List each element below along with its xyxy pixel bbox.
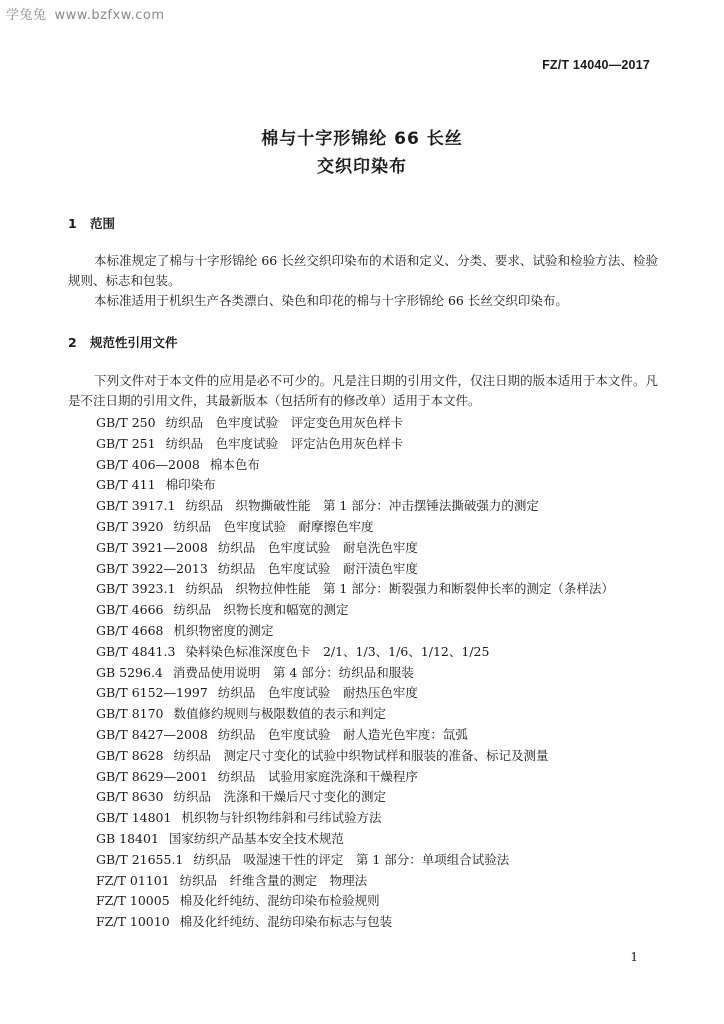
reference-code: GB/T 8629—2001 xyxy=(96,768,208,784)
page-number: 1 xyxy=(630,950,638,964)
reference-item xyxy=(96,912,614,933)
reference-item xyxy=(96,579,614,600)
section-heading-normative-references xyxy=(68,333,178,351)
reference-title: 棉印染布 xyxy=(165,477,216,493)
reference-item xyxy=(96,455,614,476)
reference-title: 纺织品 色牢度试验 耐皂洗色牢度 xyxy=(217,539,418,555)
reference-title: 纺织品 洗涤和干燥后尺寸变化的测定 xyxy=(173,789,387,805)
scope-paragraph-2: 本标准适用于机织生产各类漂白、染色和印花的棉与十字形锦纶 66 长丝交织印染布。 xyxy=(94,293,568,308)
reference-title: 纺织品 试验用家庭洗涤和干燥程序 xyxy=(217,768,418,784)
reference-title: 棉本色布 xyxy=(209,456,260,472)
reference-item xyxy=(96,746,614,767)
standard-number: FZ/T 14040—2017 xyxy=(542,58,650,72)
reference-title: 纺织品 色牢度试验 评定变色用灰色样卡 xyxy=(165,415,404,430)
reference-item xyxy=(96,850,614,871)
reference-code: GB/T 8628 xyxy=(96,747,164,763)
reference-title: 机织物密度的测定 xyxy=(173,622,274,638)
reference-item xyxy=(96,871,614,892)
reference-title: 纺织品 色牢度试验 评定沾色用灰色样卡 xyxy=(165,435,404,451)
reference-code: GB/T 3922—2013 xyxy=(96,560,208,576)
reference-code: GB/T 8427—2008 xyxy=(96,726,208,742)
watermark-site-name: 学兔兔 xyxy=(6,8,47,23)
reference-item xyxy=(96,600,614,621)
document-title-line-1: 棉与十字形锦纶 66 长丝 xyxy=(261,129,463,149)
reference-code: GB 18401 xyxy=(96,830,159,846)
reference-title: 纺织品 色牢度试验 耐热压色牢度 xyxy=(217,685,418,701)
reference-code: GB/T 4841.3 xyxy=(96,643,176,659)
reference-item xyxy=(96,538,614,559)
section-number: 1 xyxy=(68,216,77,231)
reference-title: 纺织品 织物长度和幅宽的测定 xyxy=(173,602,349,618)
reference-title: 纺织品 测定尺寸变化的试验中织物试样和服装的准备、标记及测量 xyxy=(173,747,549,763)
reference-title: 棉及化纤纯纺、混纺印染布标志与包装 xyxy=(179,914,393,930)
scope-paragraph-1: 本标准规定了棉与十字形锦纶 66 长丝交织印染布的术语和定义、分类、要求、试验和检验方法、检验规则、标志和包装。 xyxy=(68,253,658,288)
references-intro-paragraph: 下列文件对于本文件的应用是必不可少的。凡是注日期的引用文件，仅注日期的版本适用于本文件。凡是不注日期的引用文件，其最新版本（包括所有的修改单）适用于本文件。 xyxy=(68,373,658,408)
watermark-site-url: www.bzfxw.com xyxy=(54,8,165,23)
reference-title: 数值修约规则与极限数值的表示和判定 xyxy=(173,706,387,722)
reference-title: 纺织品 纤维含量的测定 物理法 xyxy=(179,872,368,888)
reference-item xyxy=(96,683,614,704)
reference-title: 纺织品 吸湿速干性的评定 第 1 部分：单项组合试验法 xyxy=(193,851,510,867)
reference-title: 机织物与针织物纬斜和弓纬试验方法 xyxy=(181,810,382,826)
reference-code: FZ/T 10005 xyxy=(96,893,170,909)
reference-code: GB/T 411 xyxy=(96,477,156,493)
reference-code: FZ/T 01101 xyxy=(96,872,170,888)
reference-code: GB/T 3923.1 xyxy=(96,581,176,597)
reference-code: GB/T 8630 xyxy=(96,789,164,805)
reference-code: GB/T 6152—1997 xyxy=(96,685,208,701)
document-title-line-2: 交织印染布 xyxy=(317,157,407,177)
reference-code: GB/T 14801 xyxy=(96,810,172,826)
reference-code: GB/T 250 xyxy=(96,415,156,430)
reference-code: GB/T 3917.1 xyxy=(96,498,176,514)
reference-item xyxy=(96,475,614,496)
section-title: 范围 xyxy=(90,216,116,231)
reference-item xyxy=(96,434,614,455)
reference-item xyxy=(96,496,614,517)
reference-item xyxy=(96,704,614,725)
reference-code: GB/T 251 xyxy=(96,435,156,451)
reference-code: GB/T 4666 xyxy=(96,602,164,618)
reference-item xyxy=(96,642,614,663)
reference-item xyxy=(96,559,614,580)
reference-code: GB 5296.4 xyxy=(96,664,163,680)
reference-title: 纺织品 色牢度试验 耐汗渍色牢度 xyxy=(217,560,418,576)
reference-code: GB/T 8170 xyxy=(96,706,164,722)
reference-code: FZ/T 10010 xyxy=(96,914,170,930)
reference-code: GB/T 4668 xyxy=(96,622,164,638)
reference-item xyxy=(96,829,614,850)
reference-item xyxy=(96,767,614,788)
watermark xyxy=(6,4,173,23)
reference-code: GB/T 21655.1 xyxy=(96,851,184,867)
reference-list xyxy=(96,413,614,933)
reference-item xyxy=(96,663,614,684)
reference-title: 国家纺织产品基本安全技术规范 xyxy=(168,830,344,846)
reference-item xyxy=(96,413,614,434)
reference-item xyxy=(96,891,614,912)
reference-item xyxy=(96,787,614,808)
reference-code: GB/T 3920 xyxy=(96,518,164,534)
reference-code: GB/T 406—2008 xyxy=(96,456,200,472)
reference-item xyxy=(96,725,614,746)
section-heading-scope xyxy=(68,214,115,232)
section-number: 2 xyxy=(68,335,77,350)
reference-code: GB/T 3921—2008 xyxy=(96,539,208,555)
reference-title: 染料染色标准深度色卡 2/1、1/3、1/6、1/12、1/25 xyxy=(185,643,490,659)
reference-title: 棉及化纤纯纺、混纺印染布检验规则 xyxy=(179,893,380,909)
section-title: 规范性引用文件 xyxy=(90,335,178,350)
reference-item xyxy=(96,621,614,642)
reference-item xyxy=(96,808,614,829)
reference-title: 纺织品 织物拉伸性能 第 1 部分：断裂强力和断裂伸长率的测定（条样法） xyxy=(185,581,614,597)
reference-title: 纺织品 色牢度试验 耐摩擦色牢度 xyxy=(173,518,374,534)
reference-title: 纺织品 织物撕破性能 第 1 部分：冲击摆锤法撕破强力的测定 xyxy=(185,498,539,514)
reference-title: 纺织品 色牢度试验 耐人造光色牢度：氙弧 xyxy=(217,726,468,742)
reference-title: 消费品使用说明 第 4 部分：纺织品和服装 xyxy=(172,664,414,680)
reference-item xyxy=(96,517,614,538)
